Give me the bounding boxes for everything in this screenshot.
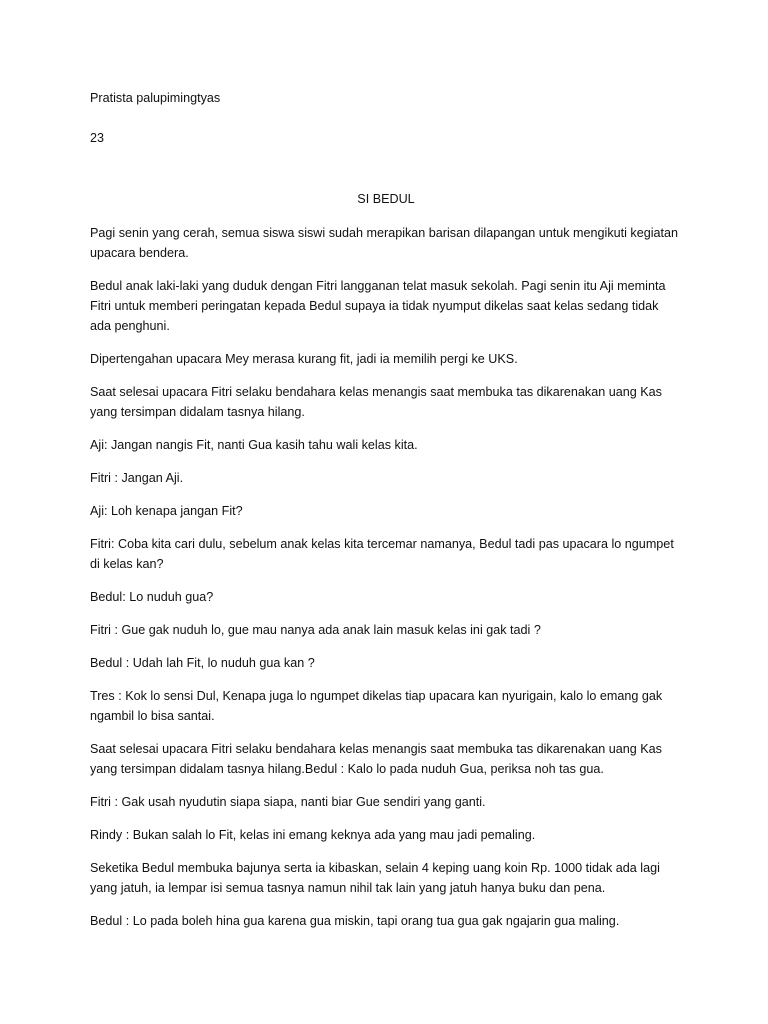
- paragraph-16: Seketika Bedul membuka bajunya serta ia kibaskan, selain 4 keping uang koin Rp. 1000 tidak ada lagi yang jatuh, ia lempar isi semua tasnya namun nihil tak lain yang jatuh hanya buku dan pena.: [90, 861, 660, 895]
- paragraph-6: Fitri : Jangan Aji.: [90, 471, 184, 485]
- paragraph-5: Aji: Jangan nangis Fit, nanti Gua kasih tahu wali kelas kita.: [90, 438, 418, 452]
- paragraph-9: Bedul: Lo nuduh gua?: [90, 590, 214, 604]
- paragraph-14: Fitri : Gak usah nyudutin siapa siapa, nanti biar Gue sendiri yang ganti.: [90, 795, 486, 809]
- document-body: [90, 88, 682, 944]
- paragraph-7: Aji: Loh kenapa jangan Fit?: [90, 504, 243, 518]
- paragraph-12: Tres : Kok lo sensi Dul, Kenapa juga lo ngumpet dikelas tiap upacara kan nyurigain, kalo lo emang gak ngambil lo bisa santai.: [90, 689, 663, 723]
- paragraph-11: Bedul : Udah lah Fit, lo nuduh gua kan ?: [90, 656, 315, 670]
- paragraph-15: Rindy : Bukan salah lo Fit, kelas ini emang keknya ada yang mau jadi pemaling.: [90, 828, 536, 842]
- paragraph-13: Saat selesai upacara Fitri selaku bendahara kelas menangis saat membuka tas dikarenakan uang Kas yang tersimpan didalam tasnya hilang.Bedul : Kalo lo pada nuduh Gua, periksa noh tas gua.: [90, 742, 662, 776]
- student-number: 23: [90, 131, 105, 145]
- author-name: Pratista palupimingtyas: [90, 91, 221, 105]
- paragraph-2: Bedul anak laki-laki yang duduk dengan Fitri langganan telat masuk sekolah. Pagi senin itu Aji meminta Fitri untuk memberi peringatan kepada Bedul supaya ia tidak nyumput dikelas saat kelas sedang tidak ada penghuni.: [90, 279, 666, 333]
- paragraph-1: Pagi senin yang cerah, semua siswa siswi sudah merapikan barisan dilapangan untuk mengikuti kegiatan upacara bendera.: [90, 226, 679, 260]
- paragraph-3: Dipertengahan upacara Mey merasa kurang fit, jadi ia memilih pergi ke UKS.: [90, 352, 518, 366]
- paragraph-10: Fitri : Gue gak nuduh lo, gue mau nanya ada anak lain masuk kelas ini gak tadi ?: [90, 623, 541, 637]
- paragraph-4: Saat selesai upacara Fitri selaku bendahara kelas menangis saat membuka tas dikarenakan uang Kas yang tersimpan didalam tasnya hilang.: [90, 385, 662, 419]
- document-title: SI BEDUL: [357, 192, 415, 206]
- paragraph-8: Fitri: Coba kita cari dulu, sebelum anak kelas kita tercemar namanya, Bedul tadi pas upacara lo ngumpet di kelas kan?: [90, 537, 674, 571]
- paragraph-17: Bedul : Lo pada boleh hina gua karena gua miskin, tapi orang tua gua gak ngajarin gua maling.: [90, 914, 620, 928]
